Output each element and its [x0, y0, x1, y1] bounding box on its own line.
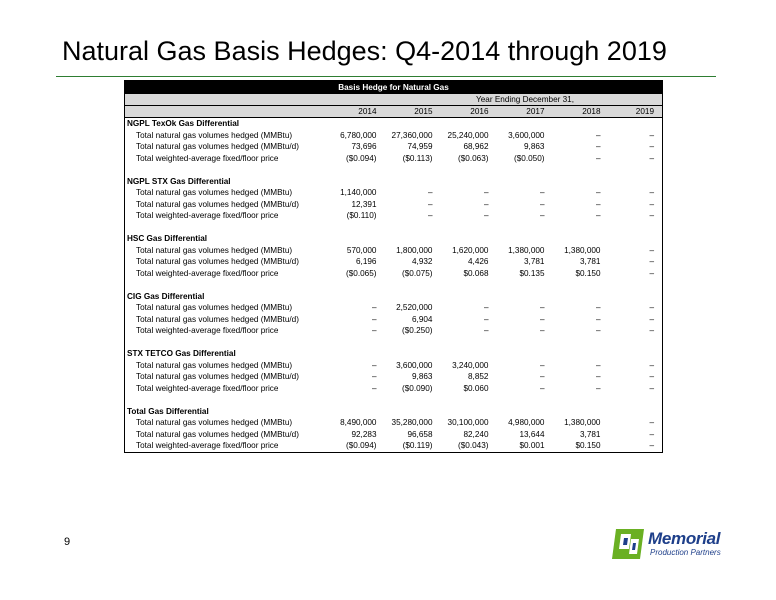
value-cell: – — [595, 303, 601, 312]
value-cell: $0.060 — [463, 383, 489, 393]
value-cell: ($0.065) — [346, 268, 377, 278]
value-cell: 3,781 — [580, 429, 601, 439]
value-cell: – — [427, 211, 433, 220]
table-row — [125, 199, 663, 211]
value-cell: – — [649, 372, 655, 381]
section-header-row — [125, 348, 663, 360]
value-cell: ($0.075) — [402, 268, 433, 278]
section-header-row — [125, 118, 663, 130]
value-cell: – — [649, 199, 655, 209]
section-title: STX TETCO Gas Differential — [127, 349, 236, 358]
value-cell: ($0.043) — [458, 441, 489, 450]
logo-tagline: Production Partners — [650, 548, 721, 557]
value-cell: ($0.119) — [402, 441, 433, 450]
value-cell: 9,863 — [524, 142, 545, 151]
table-row — [125, 429, 663, 441]
spacer-row — [125, 222, 663, 234]
value-cell: – — [371, 360, 377, 370]
row-label: Total natural gas volumes hedged (MMBtu/d) — [136, 429, 299, 439]
year-header-row — [125, 106, 663, 118]
table-row — [125, 440, 663, 452]
value-cell: – — [595, 153, 601, 163]
table-row — [125, 141, 663, 153]
value-cell: – — [483, 199, 489, 209]
value-cell: 13,644 — [519, 429, 545, 439]
row-label: Total weighted-average fixed/floor price — [136, 383, 279, 393]
row-label: Total natural gas volumes hedged (MMBtu) — [136, 418, 293, 427]
value-cell: 74,959 — [407, 142, 433, 151]
section-title: HSC Gas Differential — [127, 234, 208, 243]
value-cell: 25,240,000 — [447, 130, 489, 140]
value-cell: – — [649, 314, 655, 324]
value-cell: 3,240,000 — [452, 360, 489, 370]
value-cell: – — [371, 314, 377, 324]
row-label: Total natural gas volumes hedged (MMBtu/d) — [136, 199, 299, 209]
table-row — [125, 153, 663, 165]
value-cell: 2,520,000 — [396, 303, 433, 312]
row-label: Total weighted-average fixed/floor price — [136, 268, 279, 278]
value-cell: – — [649, 441, 655, 450]
value-cell: $0.068 — [463, 268, 489, 278]
value-cell: – — [595, 360, 601, 370]
value-cell: ($0.094) — [346, 441, 377, 450]
period-header: Year Ending December 31, — [125, 94, 663, 106]
logo-wordmark: Memorial — [648, 529, 721, 548]
value-cell: 1,380,000 — [564, 245, 601, 255]
value-cell: – — [649, 245, 655, 255]
page-number: 9 — [64, 536, 71, 548]
spacer-row — [125, 337, 663, 349]
value-cell: – — [539, 326, 545, 335]
value-cell: 3,600,000 — [396, 360, 433, 370]
year-header: 2015 — [385, 106, 441, 118]
row-label: Total natural gas volumes hedged (MMBtu) — [136, 303, 293, 312]
value-cell: – — [649, 303, 655, 312]
value-cell: 96,658 — [407, 429, 433, 439]
value-cell: – — [649, 142, 655, 151]
table-row — [125, 371, 663, 383]
row-label: Total natural gas volumes hedged (MMBtu/d) — [136, 372, 299, 381]
section-header-row — [125, 233, 663, 245]
value-cell: – — [371, 303, 377, 312]
value-cell: ($0.250) — [402, 326, 433, 335]
table-row — [125, 268, 663, 280]
title-divider — [56, 76, 716, 77]
value-cell: 1,620,000 — [452, 245, 489, 255]
value-cell: – — [427, 199, 433, 209]
value-cell: 3,600,000 — [508, 130, 545, 140]
value-cell: – — [371, 383, 377, 393]
value-cell: 9,863 — [412, 372, 433, 381]
spacer-row — [125, 279, 663, 291]
value-cell: – — [649, 130, 655, 140]
year-header: 2019 — [609, 106, 663, 118]
year-header: 2017 — [497, 106, 553, 118]
value-cell: – — [595, 130, 601, 140]
value-cell: 570,000 — [346, 245, 377, 255]
value-cell: – — [539, 303, 545, 312]
row-label: Total natural gas volumes hedged (MMBtu) — [136, 130, 293, 140]
value-cell: 6,904 — [412, 314, 433, 324]
section-header-row — [125, 291, 663, 303]
value-cell: 3,781 — [580, 257, 601, 266]
value-cell: 92,283 — [351, 429, 377, 439]
value-cell: – — [539, 372, 545, 381]
value-cell: – — [595, 372, 601, 381]
value-cell: 4,932 — [412, 257, 433, 266]
table-row — [125, 417, 663, 429]
value-cell: 4,980,000 — [508, 418, 545, 427]
value-cell: 3,781 — [524, 257, 545, 266]
value-cell: – — [649, 360, 655, 370]
value-cell: – — [595, 188, 601, 197]
value-cell: 8,490,000 — [340, 418, 377, 427]
table-row — [125, 210, 663, 222]
value-cell: $0.001 — [519, 441, 545, 450]
value-cell: – — [649, 268, 655, 278]
year-header: 2016 — [441, 106, 497, 118]
value-cell: – — [595, 142, 601, 151]
value-cell: – — [539, 360, 545, 370]
value-cell: – — [649, 326, 655, 335]
row-label: Total natural gas volumes hedged (MMBtu/d) — [136, 257, 299, 266]
value-cell: – — [483, 188, 489, 197]
value-cell: 30,100,000 — [447, 418, 489, 427]
row-label: Total natural gas volumes hedged (MMBtu) — [136, 188, 293, 197]
value-cell: ($0.094) — [346, 153, 377, 163]
value-cell: 68,962 — [463, 142, 489, 151]
value-cell: – — [539, 383, 545, 393]
value-cell: – — [595, 211, 601, 220]
value-cell: – — [595, 314, 601, 324]
value-cell: 82,240 — [463, 429, 489, 439]
value-cell: 1,380,000 — [564, 418, 601, 427]
value-cell: – — [595, 326, 601, 335]
value-cell: – — [427, 188, 433, 197]
value-cell: – — [539, 199, 545, 209]
page-title: Natural Gas Basis Hedges: Q4-2014 through 2019 — [62, 36, 667, 66]
spacer-row — [125, 164, 663, 176]
value-cell: – — [371, 372, 377, 381]
value-cell: 1,800,000 — [396, 245, 433, 255]
table-row — [125, 314, 663, 326]
value-cell: 6,196 — [356, 257, 377, 266]
year-header: 2014 — [329, 106, 385, 118]
basis-hedge-table — [124, 80, 663, 453]
table-row — [125, 256, 663, 268]
row-label: Total weighted-average fixed/floor price — [136, 153, 279, 163]
value-cell: 1,140,000 — [340, 188, 377, 197]
table-row — [125, 187, 663, 199]
value-cell: – — [649, 153, 655, 163]
table-header: Basis Hedge for Natural Gas — [125, 81, 663, 95]
table-row — [125, 383, 663, 395]
table-row — [125, 302, 663, 314]
value-cell: – — [371, 326, 377, 335]
table-row — [125, 245, 663, 257]
table-row — [125, 360, 663, 372]
value-cell: – — [649, 383, 655, 393]
value-cell: – — [649, 188, 655, 197]
value-cell: – — [483, 326, 489, 335]
value-cell: – — [539, 211, 545, 220]
value-cell: ($0.113) — [402, 153, 433, 163]
row-label: Total weighted-average fixed/floor price — [136, 211, 279, 220]
value-cell: 27,360,000 — [391, 130, 433, 140]
table-row — [125, 130, 663, 142]
value-cell: – — [539, 188, 545, 197]
row-label: Total weighted-average fixed/floor price — [136, 326, 279, 335]
spacer-row — [125, 394, 663, 406]
value-cell: ($0.063) — [458, 153, 489, 163]
value-cell: $0.150 — [575, 441, 601, 450]
value-cell: 12,391 — [351, 199, 377, 209]
section-header-row — [125, 176, 663, 188]
row-label: Total natural gas volumes hedged (MMBtu) — [136, 360, 293, 370]
value-cell: 73,696 — [351, 142, 377, 151]
value-cell: ($0.090) — [402, 383, 433, 393]
value-cell: 8,852 — [468, 372, 489, 381]
value-cell: – — [539, 314, 545, 324]
row-label: Total natural gas volumes hedged (MMBtu/d) — [136, 142, 299, 151]
section-title: NGPL STX Gas Differential — [127, 176, 231, 186]
value-cell: $0.135 — [519, 268, 545, 278]
value-cell: ($0.050) — [514, 153, 545, 163]
value-cell: – — [483, 303, 489, 312]
section-header-row — [125, 406, 663, 418]
value-cell: ($0.110) — [346, 211, 377, 220]
value-cell: 4,426 — [468, 257, 489, 266]
row-label: Total natural gas volumes hedged (MMBtu/d) — [136, 314, 299, 324]
section-title: NGPL TexOk Gas Differential — [127, 119, 240, 128]
row-label: Total natural gas volumes hedged (MMBtu) — [136, 245, 293, 255]
table-row — [125, 325, 663, 337]
value-cell: – — [483, 211, 489, 220]
value-cell: – — [595, 383, 601, 393]
value-cell: – — [649, 211, 655, 220]
value-cell: 35,280,000 — [391, 418, 433, 427]
section-title: Total Gas Differential — [127, 406, 209, 416]
value-cell: – — [595, 199, 601, 209]
logo-mark-icon — [610, 527, 646, 561]
company-logo — [610, 527, 730, 561]
year-header: 2018 — [553, 106, 609, 118]
value-cell: – — [483, 314, 489, 324]
section-title: CIG Gas Differential — [127, 291, 205, 301]
value-cell: 1,380,000 — [508, 245, 545, 255]
value-cell: – — [649, 429, 655, 439]
value-cell: – — [649, 418, 655, 427]
value-cell: 6,780,000 — [340, 130, 377, 140]
value-cell: – — [649, 257, 655, 266]
row-label: Total weighted-average fixed/floor price — [136, 441, 279, 450]
value-cell: $0.150 — [575, 268, 601, 278]
